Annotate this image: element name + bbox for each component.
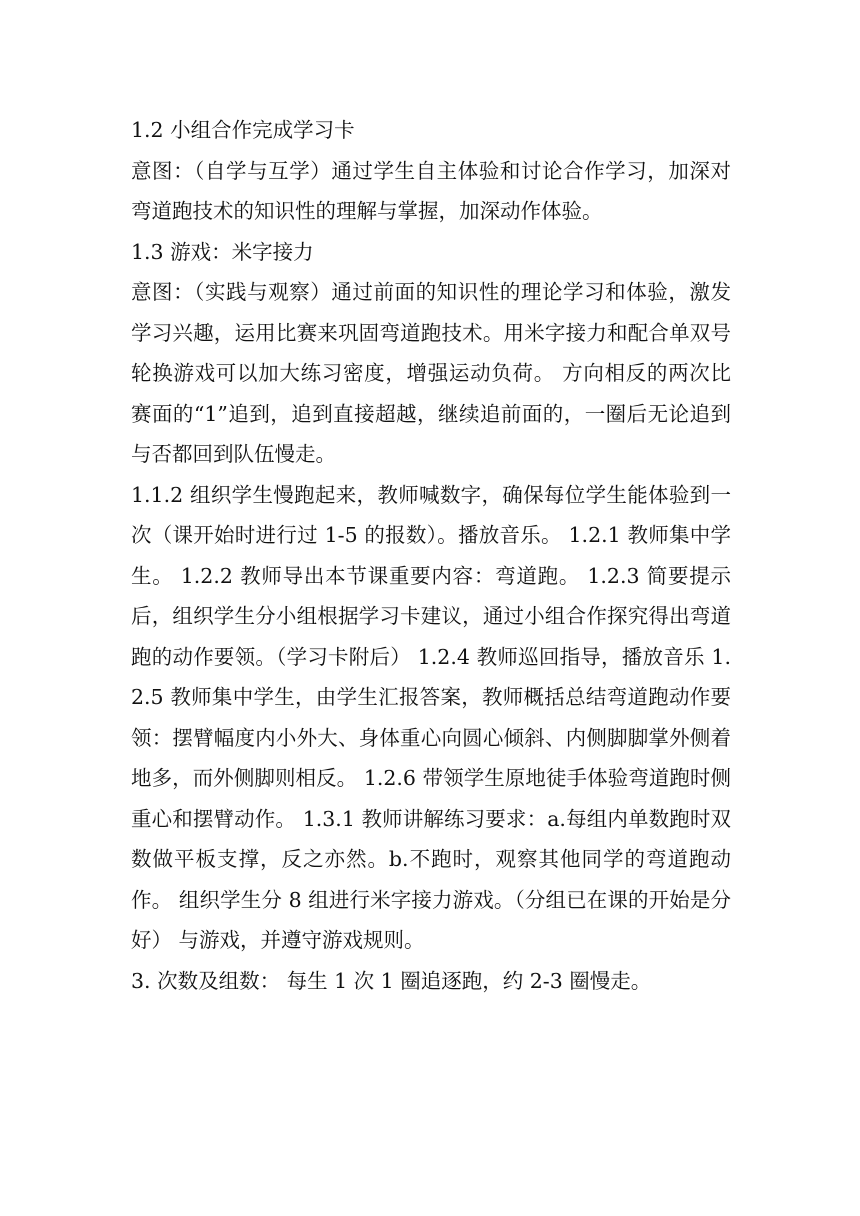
section-heading-1-2: 1.2 小组合作完成学习卡: [131, 118, 355, 142]
paragraph-intent-1-3: 意图：（实践与观察）通过前面的知识性的理论学习和体验，激发学习兴趣，运用比赛来巩固弯道跑技术。用米字接力和配合单双号轮换游戏可以加大练习密度，增强运动负荷。 方向相反的两次比赛面的“1”追到，追到直接超越，继续追前面的，一圈后无论追到与否都回到队伍慢走。: [131, 280, 731, 466]
paragraph-procedure: 1.1.2 组织学生慢跑起来，教师喊数字，确保每位学生能体验到一次（课开始时进行过 1-5 的报数）。播放音乐。 1.2.1 教师集中学生。 1.2.2 教师导出本节课重要内容：弯道跑。 1.2.3 简要提示后，组织学生分小组根据学习卡建议，通过小组合作探究得出弯道跑的动作要领。（学习卡附后） 1.2.4 教师巡回指导，播放音乐 1.2.5 教师集中学生，由学生汇报答案，教师概括总结弯道跑动作要领：摆臂幅度内小外大、身体重心向圆心倾斜、内侧脚脚掌外侧着地多，而外侧脚则相反。 1.2.6 带领学生原地徒手体验弯道跑时侧重心和摆臂动作。 1.3.1 教师讲解练习要求：a.每组内单数跑时双数做平板支撑，反之亦然。b.不跑时，观察其他同学的弯道跑动作。 组织学生分 8 组进行米字接力游戏。（分组已在课的开始是分好） 与游戏，并遵守游戏规则。: [131, 482, 731, 952]
section-heading-1-3: 1.3 游戏：米字接力: [131, 239, 314, 264]
paragraph-repetitions: 3. 次数及组数： 每生 1 次 1 圈追逐跑，约 2-3 圈慢走。: [131, 968, 652, 993]
document-body: [131, 110, 731, 1001]
paragraph-intent-1-2: 意图：（自学与互学）通过学生自主体验和讨论合作学习，加深对弯道跑技术的知识性的理解与掌握，加深动作体验。: [131, 158, 731, 223]
